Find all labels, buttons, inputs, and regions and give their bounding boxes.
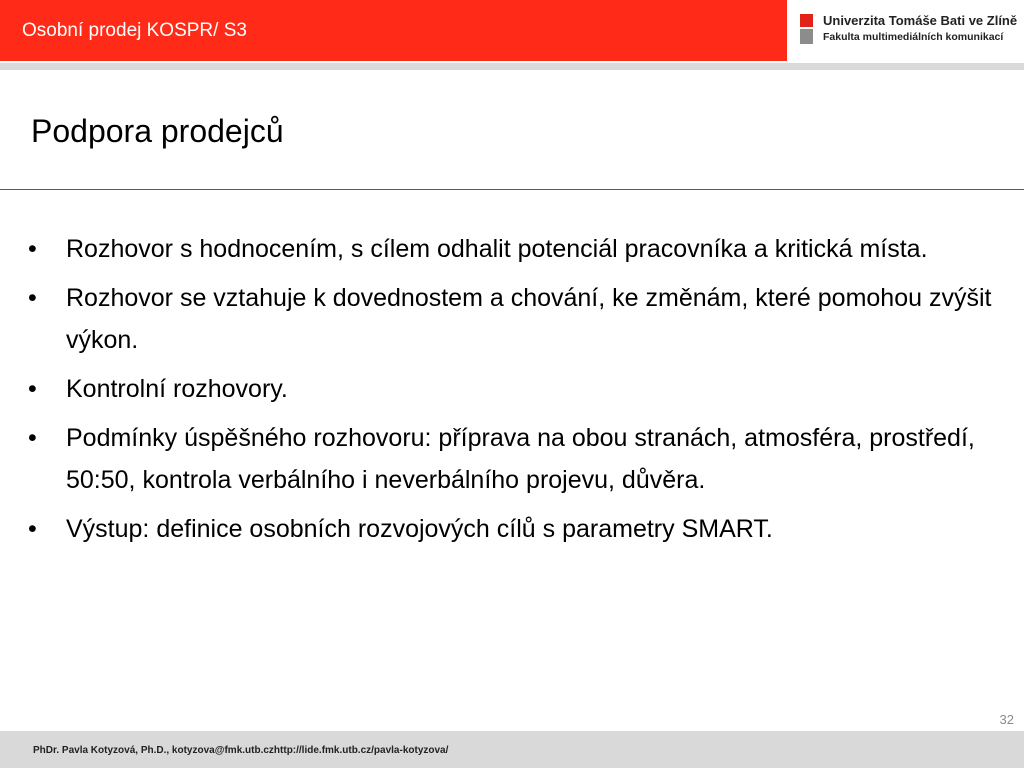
- bullet-list: [28, 228, 998, 557]
- bullet-item: • Rozhovor se vztahuje k dovednostem a chování, ke změnám, které pomohou zvýšit výkon.: [28, 277, 998, 361]
- course-title: Osobní prodej KOSPR/ S3: [22, 20, 247, 41]
- logo-faculty-name: Fakulta multimediálních komunikací: [823, 31, 1004, 43]
- bullet-item: • Výstup: definice osobních rozvojových cílů s parametry SMART.: [28, 508, 998, 550]
- header-bar: [0, 0, 787, 61]
- footer-bar: [0, 731, 1024, 768]
- bullet-item: • Podmínky úspěšného rozhovoru: příprava na obou stranách, atmosféra, prostředí, 50:50, kontrola verbálního i neverbálního projevu, důvěra.: [28, 417, 998, 501]
- bullet-item: • Rozhovor s hodnocením, s cílem odhalit potenciál pracovníka a kritická místa.: [28, 228, 998, 270]
- title-divider: [0, 189, 1024, 190]
- university-logo: [800, 11, 1020, 51]
- footer-author-contact: PhDr. Pavla Kotyzová, Ph.D., kotyzova@fmk.utb.czhttp://lide.fmk.utb.cz/pavla-kotyzova/: [33, 745, 449, 756]
- slide-title: Podpora prodejců: [31, 113, 284, 149]
- page-number: 32: [999, 712, 1014, 727]
- logo-university-name: Univerzita Tomáše Bati ve Zlíně: [823, 13, 1018, 28]
- utb-logo-icon: [800, 14, 813, 44]
- header-divider-band: [0, 63, 1024, 70]
- bullet-item: • Kontrolní rozhovory.: [28, 368, 998, 410]
